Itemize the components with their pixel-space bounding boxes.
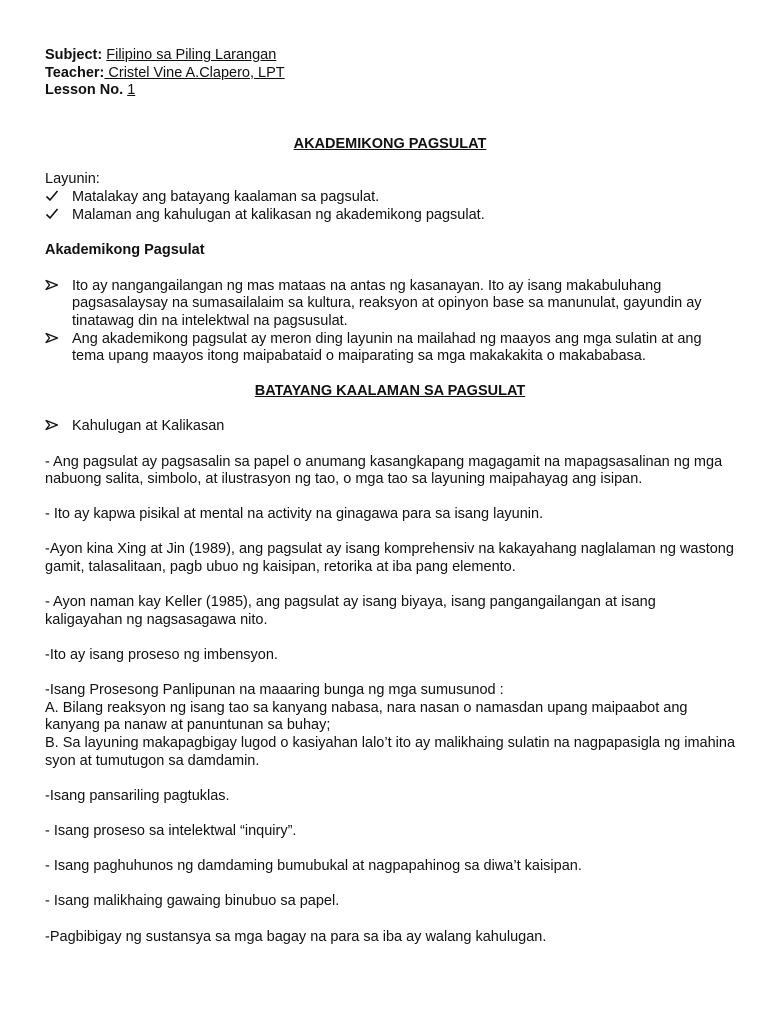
paragraph: - Ito ay kapwa pisikal at mental na activity na ginagawa para sa isang layunin. [45, 506, 544, 523]
checkmark-icon [45, 189, 65, 203]
section-heading-akademikong-pagsulat: Akademikong Pagsulat [45, 242, 205, 259]
paragraph-item-b: B. Sa layuning makapagbigay lugod o kasiyahan lalo’t ito ay malikhaing sulatin na nagpapasigla ng imahina syon at tumutugon sa damdamin. [45, 735, 736, 769]
objective-text: Matalakay ang batayang kaalaman sa pagsulat. [72, 188, 380, 205]
teacher-label: Teacher: [45, 64, 105, 81]
paragraph-item-a: A. Bilang reaksyon ng isang tao sa kanyang nabasa, nara nasan o namasdan upang maipaabot ang kanyang pa nanaw at panuntunan sa buhay; [45, 699, 688, 734]
objective-item [45, 207, 735, 225]
paragraph: -Isang pansariling pagtuklas. [45, 787, 230, 804]
subject-value: Filipino sa Piling Larangan [106, 47, 277, 63]
document-page [45, 47, 735, 946]
bullet-text: Ito ay nangangailangan ng mas mataas na antas ng kasanayan. Ito ay isang makabuluhang pagsasalaysay na sumasailalaim sa kultura, reaksyon at opinyon base sa manunulat, gayundin ay tinatawag din na intelektwal na pagsusulat. [72, 277, 702, 329]
bullet-text: Ang akademikong pagsulat ay meron ding layunin na mailahad ng maayos ang mga sulatin at ang tema upang maayos itong maipabataid o maiparating sa mga makakakita o makababasa. [72, 330, 702, 365]
paragraph: -Pagbibigay ng sustansya sa mga bagay na para sa iba ay walang kahulugan. [45, 928, 547, 945]
paragraph: - Ayon naman kay Keller (1985), ang pagsulat ay isang biyaya, isang pangangailangan at isang kaligayahan ng nagsasagawa nito. [45, 594, 656, 628]
bullet-item [45, 418, 735, 436]
bullet-text: Kahulugan at Kalikasan [72, 418, 225, 435]
lesson-label: Lesson No. [45, 82, 124, 99]
paragraph: - Ang pagsulat ay pagsasalin sa papel o anumang kasangkapang magagamit na mapagsasalinan ng mga nabuong salita, simbolo, at ilustrasyon ng tao, o mga tao sa layuning maipahayag ang isipan. [45, 453, 723, 488]
teacher-value: Cristel Vine A.Clapero, LPT [104, 64, 285, 81]
lesson-value: 1 [127, 82, 136, 99]
checkmark-icon [45, 207, 65, 221]
teacher-line [45, 65, 735, 83]
paragraph: -Isang Prosesong Panlipunan na maaaring bunga ng mga sumusunod : [45, 682, 504, 699]
paragraph: -Ayon kina Xing at Jin (1989), ang pagsulat ay isang komprehensiv na kakayahang naglalaman ng wastong gamit, talasalitaan, pagb ubuo ng kaisipan, retorika at iba pang elemento. [45, 541, 734, 576]
paragraph: -Ito ay isang proseso ng imbensyon. [45, 647, 278, 664]
arrowhead-bullet-icon [45, 278, 65, 292]
objectives-label: Layunin: [45, 171, 100, 188]
paragraph: - Isang paghuhunos ng damdaming bumubukal at nagpapahinog sa diwa’t kaisipan. [45, 858, 582, 875]
subject-line [45, 47, 735, 65]
paragraph: - Isang malikhaing gawaing binubuo sa papel. [45, 893, 340, 910]
arrowhead-bullet-icon [45, 331, 65, 345]
bullet-item [45, 278, 735, 331]
section-heading-batayang-kaalaman: BATAYANG KAALAMAN SA PAGSULAT [254, 382, 526, 399]
objective-item [45, 189, 735, 207]
lesson-line [45, 82, 735, 100]
arrowhead-bullet-icon [45, 418, 65, 432]
objective-text: Malaman ang kahulugan at kalikasan ng akademikong pagsulat. [72, 206, 485, 223]
bullet-item [45, 331, 735, 366]
page-title: AKADEMIKONG PAGSULAT [293, 135, 487, 152]
subject-label: Subject: [45, 47, 103, 63]
paragraph: - Isang proseso sa intelektwal “inquiry”. [45, 822, 297, 839]
